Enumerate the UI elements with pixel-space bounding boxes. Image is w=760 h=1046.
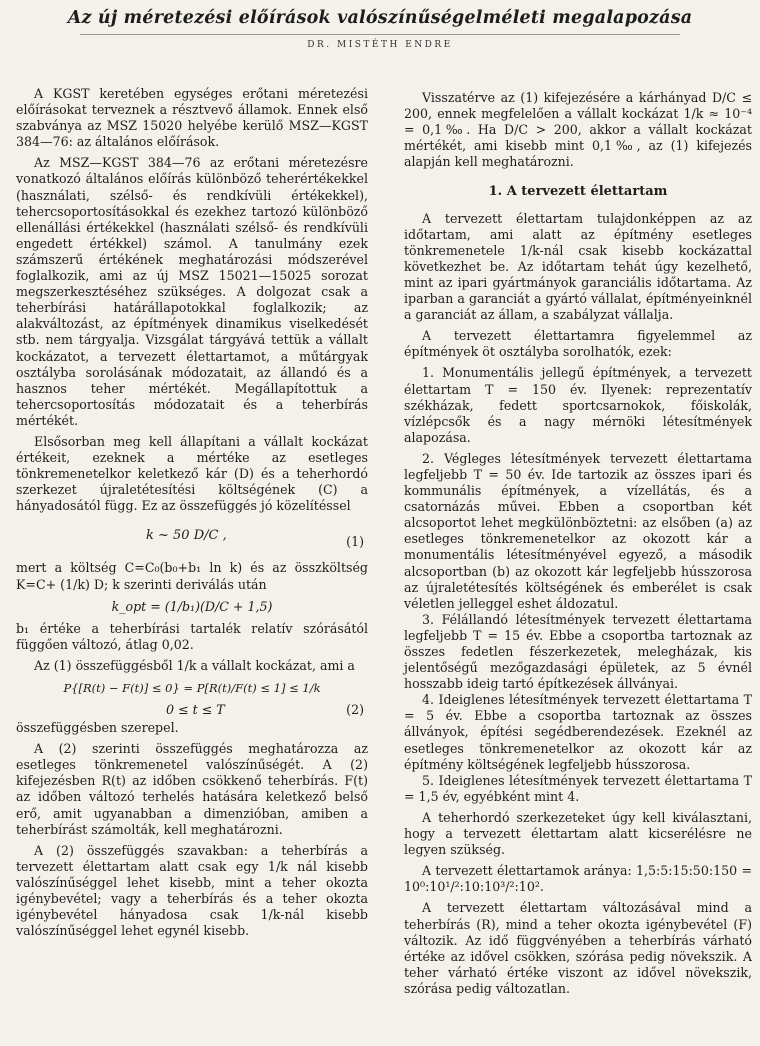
- right-column: [404, 90, 752, 997]
- left-column: [16, 86, 368, 939]
- class-temporary: 4. Ideiglenes létesítmények tervezett élettartama T = 5 év. Ebbe a csoportba tartoznak az összes állványok, építési segédberendezések. Ezeknél az esetleges tönkremenetelkor az okozott kár az építmény költségének legfeljebb hússzorosa.: [404, 692, 752, 772]
- paragraph-scope: Az MSZ—KGST 384—76 az erőtani méretezésre vonatkozó általános előírás különböző teherértékekkel (használati, szélső- és rendkívüli értékekkel), tehercsoportosításokkal és ezekhez tartozó különböző ellenállási értékekkel (használati szélső- és rendkívüli engedett értékkel) számol. A tanulmány ezek számszerű értékének meghatározási módszerével foglalkozik, ami az új MSZ 15021—15025 sorozat megszerkesztéséhez szükséges. A dolgozat csak a teherbírási határállapotokkal foglalkozik; az alakváltozást, az építmények dinamikus viselkedését stb. nem tárgyalja. Vizsgálat tárgyává tettük a vállalt kockázatot, a tervezett élettartamot, a műtárgyak osztályba sorolásának módozatait, az állandó és a hasznos teher mértékét. Megállapítottuk a tehercsoportosítás módozatait és a teherbírás mértékét.: [16, 155, 368, 428]
- paragraph-risk-ref: Az (1) összefüggésből 1/k a vállalt kockázat, ami a: [34, 657, 355, 673]
- paragraph-cost: mert a költség C=C₀(b₀+b₁ ln k) és az összköltség K=C+ (1/k) D; k szerinti deriválás után: [16, 560, 368, 592]
- paragraph-probability: A (2) szerinti összefüggés meghatározza az esetleges tönkremenetel valószínűségét. A (2) kifejezésben R(t) az időben csökkenő teherbírás. F(t) az időben változó terhelés hatására keletkező belső erő, amit ugyanabban a dimenzióban, amiben a teherbírást számolták, kell meghatározni.: [16, 741, 368, 837]
- paragraph-selection: A teherhordó szerkezeteket úgy kell kiválasztani, hogy a tervezett élettartam alatt kicserélésre ne legyen szükség.: [404, 809, 752, 858]
- paragraph-words: A (2) összefüggés szavakban: a teherbírás a tervezett élettartam alatt csak egy 1/k nál kisebb valószínűséggel lehet kisebb, mint a teher okozta igénybevétel; vagy a teherbírás és a teher okozta igénybevétel hányadosa csak 1/k-nál kisebb valószínűséggel lehet egynél kisebb.: [16, 842, 368, 939]
- equation-1: [16, 520, 368, 554]
- author-line: DR. MISTÉTH ENDRE: [307, 40, 453, 50]
- paragraph-variation: A tervezett élettartam változásával mind a teherbírás (R), mind a teher okozta igénybevétel (F) változik. Az idő függvényében a teherbírás várható értéke az idővel csökken, szórása pedig növekszik. A teher várható értéke viszont az idővel növekszik, szórása pedig változatlan.: [404, 900, 752, 996]
- equation-2-number: (2): [346, 702, 364, 718]
- class-permanent: 2. Végleges létesítmények tervezett élettartama legfeljebb T = 50 év. Ide tartozik az összes ipari és kommunális építmények, a vízellátás, és a csatornázás művei. Ebben a csoportban két alcsoportot lehet megkülönböztetni: az elsőben (a) az esetleges tönkremenetelkor az okozott kár a monumentális létesítményével egyező, a második alcsoportban (b) az okozott kár legfeljebb hússzorosa az újraletétesítés költségének és emberélet is csak véletlen jelleggel eshet áldozatul.: [404, 450, 752, 611]
- equation-2-condition: 0 ≤ t ≤ T: [166, 702, 225, 718]
- class-monumental: 1. Monumentális jellegű építmények, a tervezett élettartam T = 150 év. Ilyenek: reprezentatív székházak, fedett sportcsarnokok, főiskolák, vízlépcsők és a nagy mérnöki létesítmények alapozása.: [404, 365, 752, 445]
- title-rule: [80, 34, 680, 35]
- paragraph-ratio: A tervezett élettartamok aránya: 1,5:5:15:50:150 = 10⁰:10¹/²:10:10³/²:10².: [404, 863, 752, 895]
- paragraph-ref: összefüggésben szerepel.: [16, 720, 179, 736]
- paragraph-risk: Elsősorban meg kell állapítani a vállalt kockázat értékeit, ezeknek a mértéke az esetleges tönkremenetelkor keletkező kár (D) és a teherhordó szerkezet újraletétesítési költségének (C) a hányadosától függ. Ez az összefüggés jó közelítéssel: [16, 433, 368, 514]
- class-semi-permanent: 3. Félállandó létesítmények tervezett élettartama legfeljebb T = 15 év. Ebbe a csoportba tartoznak az összes fedetlen fészerkezetek, melegházak, kis jelentőségű mezőgazdasági épületek, az 5 évnél hosszabb ideig tartó építkezések állványai.: [404, 611, 752, 692]
- paragraph-damage-ratio: Visszatérve az (1) kifejezésére a kárhányad D/C ≤ 200, ennek megfelelően a vállalt kockázat 1/k ≈ 10⁻⁴ = 0,1‰. Ha D/C > 200, akkor a vállalt kockázat mértékét, ami kisebb mint 0,1‰, az (1) kifejezés alapján kell meghatározni.: [404, 90, 752, 170]
- equation-1-number: (1): [346, 534, 364, 550]
- paragraph-b1: b₁ értéke a teherbírási tartalék relatív szórásától függően változó, átlag 0,02.: [16, 620, 368, 652]
- paragraph-intro: A KGST keretében egységes erőtani méretezési előírásokat terveznek a résztvevő államok. Ennek első szabványa az MSZ 15020 helyébe kerülő MSZ—KGST 384—76: az általános előírások.: [16, 86, 368, 150]
- equation-2-row: [16, 702, 368, 720]
- article-title: Az új méretezési előírások valószínűségelméleti megalapozása: [67, 8, 693, 28]
- equation-2: P{[R(t) − F(t)] ≤ 0} = P[R(t)/F(t) ≤ 1] ≤ 1/k: [63, 681, 321, 695]
- section-heading: 1. A tervezett élettartam: [488, 184, 668, 200]
- paragraph-lifetime: A tervezett élettartam tulajdonképpen az az időtartam, ami alatt az építmény esetleges tönkremenetele 1/k-nál csak kisebb kockázattal következhet be. Az időtartam tehát úgy kezelhető, mint az ipari gyártmányok garanciális időtartama. Az iparban a garanciát a gyártó vállalat, építményeinknél a garanciát az állam, a szabályzat vállalja.: [404, 210, 752, 323]
- paragraph-classes: A tervezett élettartamra figyelemmel az építmények öt osztályba sorolhatók, ezek:: [404, 328, 752, 360]
- class-temporary-short: 5. Ideiglenes létesítmények tervezett élettartama T = 1,5 év, egyébként mint 4.: [404, 772, 752, 804]
- equation-1-body: k ~ 50 D/C ,: [146, 528, 227, 544]
- equation-kopt: k_opt = (1/b₁)(D/C + 1,5): [111, 598, 273, 614]
